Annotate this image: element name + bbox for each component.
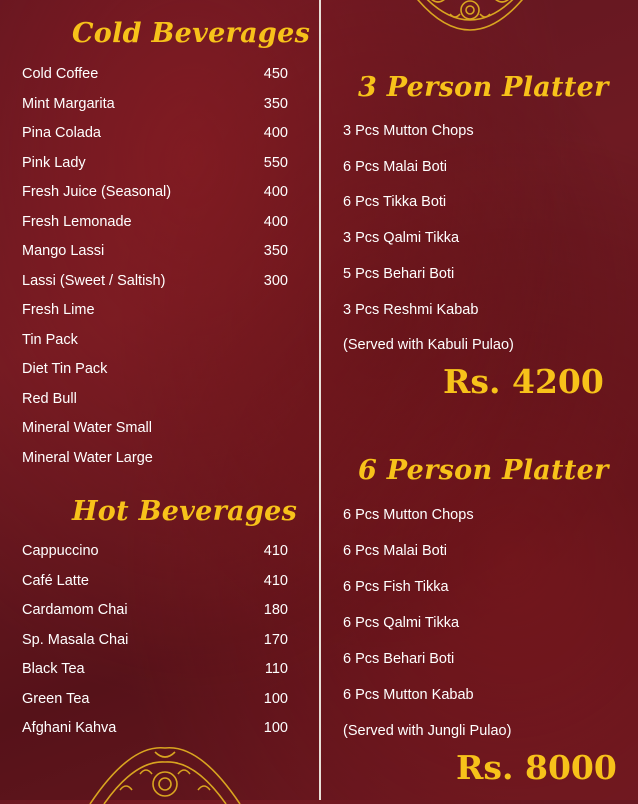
menu-item-row	[22, 182, 288, 202]
menu-item-row	[22, 271, 288, 291]
menu-item-price: 350	[263, 243, 288, 259]
platter-line: 6 Pcs Malai Boti	[343, 543, 447, 559]
menu-item-name: Fresh Lime	[22, 302, 95, 318]
cold-beverages-title: Cold Beverages	[72, 18, 311, 49]
menu-item-row	[22, 300, 288, 320]
column-divider	[319, 0, 321, 800]
menu-item-price: 170	[263, 631, 288, 648]
mandala-ornament-icon	[400, 0, 540, 34]
menu-item-price: 410	[263, 572, 288, 589]
platter-line: (Served with Kabuli Pulao)	[343, 337, 514, 354]
menu-item-row	[22, 541, 288, 561]
menu-item-name: Diet Tin Pack	[22, 361, 108, 377]
platter-line: 6 Pcs Tikka Boti	[343, 194, 447, 211]
menu-item-name: Cardamom Chai	[22, 602, 128, 618]
menu-item-name: Mint Margarita	[22, 95, 115, 112]
menu-item-price: 400	[263, 184, 288, 200]
platter-line: 6 Pcs Mutton Chops	[343, 507, 474, 523]
menu-item-price: 410	[263, 543, 288, 559]
menu-item-row	[22, 659, 288, 679]
menu-item-row	[22, 123, 288, 143]
menu-item-row	[22, 389, 288, 409]
platter-line: 6 Pcs Qalmi Tikka	[343, 615, 460, 631]
platter-3-price: Rs. 4200	[443, 362, 604, 401]
hot-beverages-title: Hot Beverages	[72, 496, 298, 527]
menu-item-price: 180	[263, 602, 288, 618]
menu-item-name: Tin Pack	[22, 331, 78, 348]
menu-item-name: Fresh Lemonade	[22, 213, 132, 230]
mandala-ornament-icon	[80, 744, 250, 804]
menu-item-row	[22, 418, 288, 438]
menu-item-row	[22, 630, 288, 650]
menu-item-name: Café Latte	[22, 572, 89, 589]
menu-item-name: Black Tea	[22, 661, 85, 677]
menu-item-name: Mineral Water Small	[22, 420, 152, 436]
platter-3-title: 3 Person Platter	[358, 72, 609, 103]
menu-item-row	[22, 571, 288, 591]
menu-item-row	[22, 689, 288, 709]
menu-item-row	[22, 359, 288, 379]
menu-item-row	[22, 448, 288, 468]
menu-item-row	[22, 330, 288, 350]
menu-item-row	[22, 600, 288, 620]
menu-item-name: Mineral Water Large	[22, 449, 153, 466]
menu-item-row	[22, 153, 288, 173]
menu-item-row	[22, 212, 288, 232]
menu-item-price: 100	[263, 690, 288, 707]
menu-item-price: 100	[263, 720, 288, 736]
menu-item-name: Fresh Juice (Seasonal)	[22, 184, 172, 200]
platter-6-title: 6 Person Platter	[358, 455, 609, 486]
menu-item-price: 350	[263, 95, 288, 112]
menu-item-name: Mango Lassi	[22, 243, 105, 259]
menu-item-row	[22, 94, 288, 114]
menu-item-name: Pink Lady	[22, 154, 86, 171]
platter-6-price: Rs. 8000	[456, 748, 617, 787]
platter-line: 6 Pcs Mutton Kabab	[343, 687, 474, 703]
menu-item-row	[22, 241, 288, 261]
menu-item-name: Cappuccino	[22, 543, 99, 559]
platter-line: 3 Pcs Mutton Chops	[343, 123, 474, 139]
menu-item-row	[22, 718, 288, 738]
platter-line: 6 Pcs Fish Tikka	[343, 579, 449, 595]
menu-item-name: Red Bull	[22, 390, 77, 407]
platter-line: 6 Pcs Malai Boti	[343, 158, 447, 175]
menu-item-name: Pina Colada	[22, 125, 101, 141]
menu-item-price: 400	[263, 213, 288, 230]
menu-item-name: Sp. Masala Chai	[22, 631, 129, 648]
menu-item-price: 550	[263, 154, 288, 171]
platter-line: 6 Pcs Behari Boti	[343, 651, 455, 667]
menu-item-price: 400	[263, 125, 288, 141]
platter-line: 3 Pcs Qalmi Tikka	[343, 230, 460, 247]
platter-line: 5 Pcs Behari Boti	[343, 265, 455, 282]
platter-line: 3 Pcs Reshmi Kabab	[343, 301, 479, 318]
menu-item-name: Afghani Kahva	[22, 720, 117, 736]
menu-item-price: 110	[264, 661, 288, 677]
platter-line: (Served with Jungli Pulao)	[343, 723, 512, 739]
menu-item-name: Lassi (Sweet / Saltish)	[22, 272, 166, 289]
menu-item-name: Green Tea	[22, 690, 90, 707]
menu-item-name: Cold Coffee	[22, 66, 99, 82]
menu-item-price: 300	[263, 272, 288, 289]
menu-item-row	[22, 64, 288, 84]
menu-item-price: 450	[263, 66, 288, 82]
